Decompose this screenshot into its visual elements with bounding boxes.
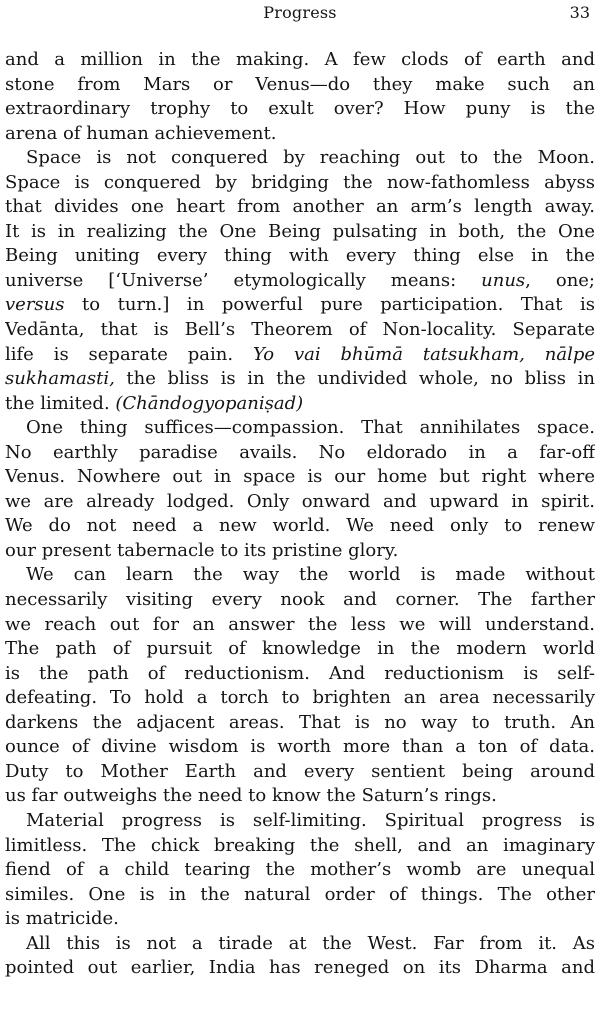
text-segment: we reach out for an answer the less we will understand. [5, 613, 595, 635]
body-text [5, 48, 595, 981]
text-line [5, 613, 595, 638]
text-line [5, 441, 595, 466]
text-line [5, 735, 595, 760]
text-line [5, 932, 595, 957]
text-line [5, 956, 595, 981]
text-segment: No earthly paradise avails. No eldorado in a far-off [5, 441, 595, 463]
text-line [5, 834, 595, 859]
text-segment: is matricide. [5, 908, 119, 930]
text-segment: We do not need a new world. We need only to renew [5, 515, 595, 537]
text-line [5, 97, 595, 122]
paragraph [5, 809, 595, 932]
text-segment: darkens the adjacent areas. That is no way to truth. An [5, 711, 595, 733]
paragraph [5, 932, 595, 981]
text-line [5, 195, 595, 220]
text-line [5, 269, 595, 294]
text-line [5, 392, 595, 417]
text-segment: that divides one heart from another an arm’s length away. [5, 196, 595, 218]
italic-text: sukhamasti, [5, 368, 115, 390]
text-segment: defeating. To hold a torch to brighten an area necessarily [5, 687, 595, 709]
text-segment: Duty to Mother Earth and every sentient being around [5, 760, 595, 782]
text-line [5, 73, 595, 98]
text-line [5, 662, 595, 687]
text-segment: limitless. The chick breaking the shell, and an imaginary [5, 834, 595, 856]
text-line [5, 220, 595, 245]
text-line [5, 760, 595, 785]
text-segment: stone from Mars or Venus—do they make such an [5, 73, 595, 95]
text-line [5, 343, 595, 368]
text-segment: life is separate pain. [5, 343, 253, 365]
text-line [5, 490, 595, 515]
text-line [5, 293, 595, 318]
paragraph [5, 563, 595, 808]
text-line [5, 686, 595, 711]
text-segment: One thing suffices—compassion. That annihilates space. [26, 417, 595, 439]
text-segment: It is in realizing the One Being pulsating in both, the One [5, 220, 595, 242]
text-segment: Venus. Nowhere out in space is our home but right where [5, 466, 595, 488]
text-segment: to turn.] in powerful pure participation. That is [64, 294, 595, 316]
text-line [5, 907, 595, 932]
italic-text: versus [5, 294, 65, 316]
text-segment: our present tabernacle to its pristine glory. [5, 539, 399, 561]
text-segment: extraordinary trophy to exult over? How puny is the [5, 98, 595, 120]
text-line [5, 318, 595, 343]
text-segment: Space is conquered by bridging the now-fathomless abyss [5, 171, 595, 193]
text-line [5, 244, 595, 269]
text-segment: Vedānta, that is Bell’s Theorem of Non-locality. Separate [5, 319, 595, 341]
text-segment: All this is not a tirade at the West. Far from it. As [26, 932, 595, 954]
text-line [5, 588, 595, 613]
text-segment: similes. One is in the natural order of things. The other [5, 883, 595, 905]
text-line [5, 784, 595, 809]
text-segment: the bliss is in the undivided whole, no bliss in [114, 368, 595, 390]
text-line [5, 48, 595, 73]
text-line [5, 858, 595, 883]
text-segment: pointed out earlier, India has reneged on its Dharma and [5, 957, 595, 979]
text-line [5, 367, 595, 392]
page-number: 33 [569, 3, 590, 22]
text-segment: universe [‘Universe’ etymologically means: [5, 269, 482, 291]
text-line [5, 539, 595, 564]
italic-text: Yo vai bhūmā tatsukham, nālpe [252, 343, 595, 365]
text-line [5, 711, 595, 736]
text-line [5, 171, 595, 196]
running-head [0, 2, 600, 24]
text-segment: Space is not conquered by reaching out to the Moon. [26, 147, 595, 169]
text-line [5, 563, 595, 588]
text-line [5, 146, 595, 171]
paragraph [5, 48, 595, 146]
text-segment: Material progress is self-limiting. Spiritual progress is [26, 809, 595, 831]
text-segment: necessarily visiting every nook and corner. The farther [5, 589, 595, 611]
text-line [5, 465, 595, 490]
text-line [5, 637, 595, 662]
paragraph [5, 416, 595, 563]
text-line [5, 883, 595, 908]
text-line [5, 416, 595, 441]
text-segment: the limited. [5, 392, 116, 414]
text-segment: We can learn the way the world is made without [26, 564, 595, 586]
text-segment: arena of human achievement. [5, 122, 277, 144]
running-title: Progress [263, 3, 337, 22]
text-segment: and a million in the making. A few clods of earth and [5, 49, 595, 70]
paragraph [5, 146, 595, 416]
text-segment: The path of pursuit of knowledge in the modern world [5, 638, 595, 660]
text-segment: we are already lodged. Only onward and upward in spirit. [5, 490, 595, 512]
italic-text: (Chāndogyopaniṣad) [115, 392, 304, 414]
text-segment: Being uniting every thing with every thing else in the [5, 245, 595, 267]
text-line [5, 122, 595, 147]
text-segment: us far outweighs the need to know the Saturn’s rings. [5, 785, 497, 807]
text-line [5, 809, 595, 834]
text-segment: , one; [525, 269, 595, 291]
text-line [5, 514, 595, 539]
text-segment: is the path of reductionism. And reductionism is self- [5, 662, 595, 684]
text-segment: fiend of a child tearing the mother’s womb are unequal [5, 859, 595, 881]
italic-text: unus [481, 269, 526, 291]
text-segment: ounce of divine wisdom is worth more than a ton of data. [5, 736, 595, 758]
